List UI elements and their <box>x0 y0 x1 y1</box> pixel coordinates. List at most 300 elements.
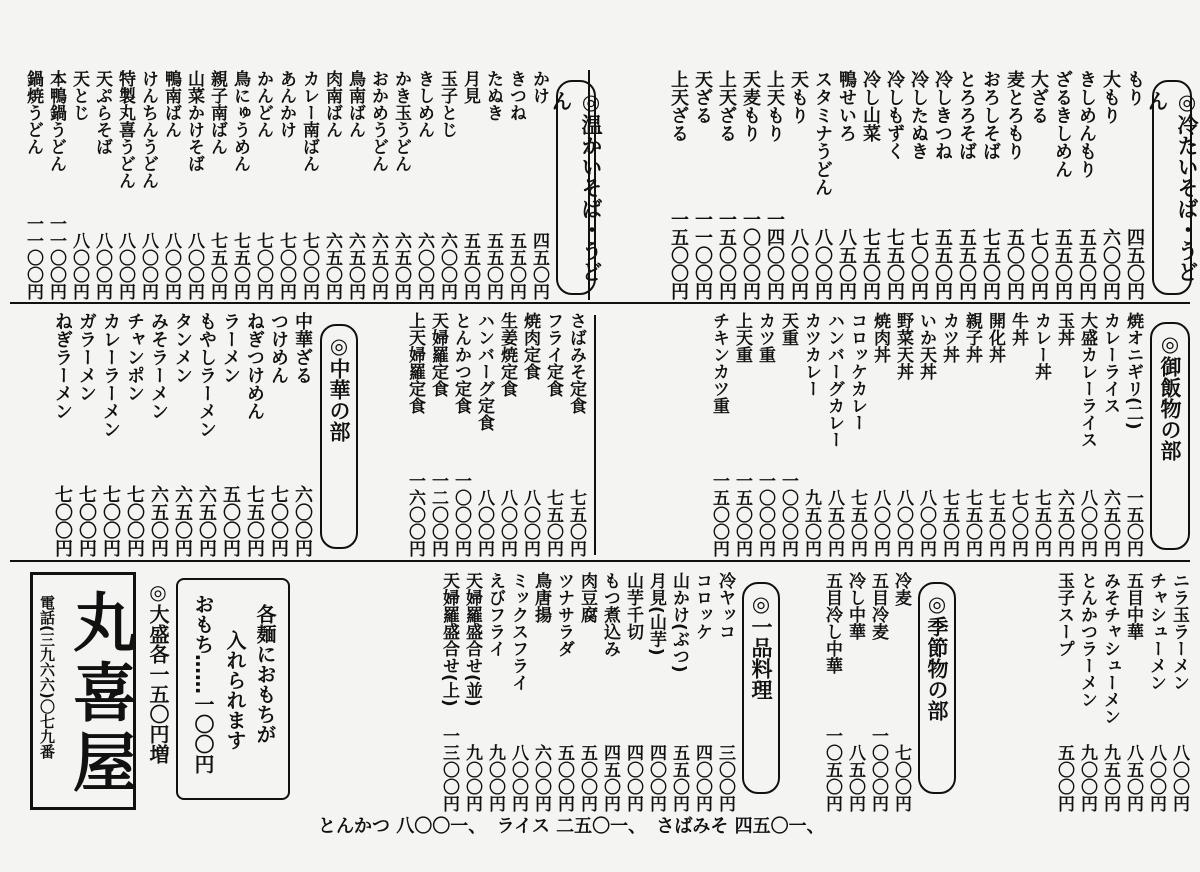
menu-item-name: カレーラーメン <box>100 312 121 438</box>
ippin-header-text: ◎一品料理 <box>749 592 773 700</box>
seasonal-section <box>784 572 956 812</box>
menu-item <box>598 572 621 812</box>
menu-item-price: 七五〇円 <box>543 489 563 557</box>
menu-item <box>251 70 274 300</box>
menu-item-price: 八〇〇円 <box>1146 744 1166 812</box>
menu-item-price: 六五〇円 <box>172 485 193 557</box>
rice-header-text: ◎御飯物の部 <box>1158 332 1182 461</box>
menu-item <box>1167 572 1190 812</box>
menu-item <box>882 70 906 300</box>
menu-item-name: 月見(山芋) <box>646 572 666 656</box>
menu-item-name: 玉子スープ <box>1054 572 1074 657</box>
menu-item-price: 五〇〇円 <box>1054 744 1074 812</box>
menu-item <box>495 312 518 557</box>
menu-item <box>506 572 529 812</box>
menu-item-price: 一五〇〇円 <box>716 210 737 300</box>
menu-item-name: ツナサラダ <box>554 572 574 657</box>
menu-item <box>1002 70 1026 300</box>
menu-item-price: 八〇〇円 <box>497 489 517 557</box>
menu-item-price: 六〇〇円 <box>414 232 434 300</box>
chuka-header <box>320 324 358 549</box>
menu-item-name: 五目冷し中華 <box>822 572 842 674</box>
menu-item-price: 五五〇円 <box>932 228 953 300</box>
menu-item <box>435 70 458 300</box>
menu-item <box>437 572 460 812</box>
menu-item <box>1052 572 1075 812</box>
menu-item <box>621 572 644 812</box>
cold-header <box>1145 80 1199 295</box>
menu-item <box>776 312 799 557</box>
menu-item <box>21 70 44 300</box>
menu-item-price: 六五〇円 <box>1054 489 1074 557</box>
menu-item-price: 六〇〇円 <box>1100 228 1121 300</box>
menu-item-price: 九〇〇円 <box>1077 744 1097 812</box>
menu-item <box>113 70 136 300</box>
menu-item-price: 五五〇円 <box>956 228 977 300</box>
menu-item <box>1074 70 1098 300</box>
menu-item <box>713 572 736 812</box>
menu-item-name: 焼オニギリ(二) <box>1123 312 1143 430</box>
cold-list <box>646 70 1146 300</box>
menu-item-name: タンメン <box>172 312 193 384</box>
menu-item-price: 八〇〇円 <box>1169 744 1189 812</box>
menu-item-price: 七〇〇円 <box>276 232 296 300</box>
menu-item-price: 九〇〇円 <box>485 744 505 812</box>
menu-item <box>937 312 960 557</box>
menu-item-price: 七〇〇円 <box>908 228 929 300</box>
menu-item-price: 九五〇円 <box>801 489 821 557</box>
menu-item-price: 七五〇円 <box>244 485 265 557</box>
menu-item <box>67 70 90 300</box>
menu-item-price: 七五〇円 <box>884 228 905 300</box>
menu-item-name: 冷麦 <box>891 572 911 606</box>
menu-item-price: 四五〇円 <box>1124 228 1145 300</box>
menu-item-price: 四〇〇円 <box>623 744 643 812</box>
menu-item-price: 八〇〇円 <box>788 228 809 300</box>
footer-sabamiso: さばみそ 四五〇一、 <box>656 816 825 837</box>
menu-item <box>954 70 978 300</box>
menu-item-name: カツ重 <box>755 312 775 363</box>
omochi-line1: 各麺におもちが <box>253 604 277 744</box>
menu-item-price: 七〇〇円 <box>124 485 145 557</box>
menu-item-price: 七〇〇円 <box>299 232 319 300</box>
menu-item-price: 八〇〇円 <box>916 489 936 557</box>
menu-item <box>449 312 472 557</box>
menu-item-price: 四〇〇円 <box>692 744 712 812</box>
teishoku-section <box>362 312 587 557</box>
menu-item-price: 一一〇〇円 <box>692 210 713 300</box>
menu-item <box>527 70 550 300</box>
menu-item <box>822 312 845 557</box>
menu-item-name: 冷し中華 <box>845 572 865 640</box>
menu-item <box>389 70 412 300</box>
menu-item <box>858 70 882 300</box>
footer-line <box>318 812 829 838</box>
menu-item-name: 上天重 <box>732 312 752 363</box>
menu-item-price: 七五〇円 <box>566 489 586 557</box>
menu-item-name: 麦とろもり <box>1004 70 1025 160</box>
menu-item <box>518 312 541 557</box>
menu-item-name: みそチャシューメン <box>1100 572 1120 725</box>
chuka2-section <box>960 572 1190 812</box>
menu-item-name: 月見 <box>460 70 480 104</box>
menu-item-name: 天麦もり <box>740 70 761 142</box>
menu-item-name: おかめうどん <box>368 70 388 172</box>
menu-item-name: きしめん <box>414 70 434 138</box>
menu-item <box>460 572 483 812</box>
menu-item-price: 一四〇〇円 <box>764 210 785 300</box>
menu-item-price: 七五〇円 <box>1031 489 1051 557</box>
menu-item <box>228 70 251 300</box>
menu-item <box>1050 70 1074 300</box>
menu-item-name: 特製丸喜うどん <box>115 70 135 189</box>
menu-item <box>1121 572 1144 812</box>
menu-item <box>564 312 587 557</box>
menu-item-price: 一一〇〇円 <box>23 215 43 300</box>
menu-item-name: カレー丼 <box>1031 312 1051 380</box>
menu-item <box>1098 572 1121 812</box>
menu-item <box>98 312 122 557</box>
menu-item <box>644 572 667 812</box>
menu-item <box>983 312 1006 557</box>
menu-item-price: 八〇〇円 <box>508 744 528 812</box>
cold-section <box>642 70 1199 300</box>
menu-item-price: 一〇〇〇円 <box>778 472 798 557</box>
menu-item-price: 八〇〇円 <box>161 232 181 300</box>
menu-item-price: 八〇〇円 <box>870 489 890 557</box>
menu-item <box>343 70 366 300</box>
menu-item-price: 六〇〇円 <box>292 485 313 557</box>
menu-item-name: もつ煮込み <box>600 572 620 657</box>
menu-item <box>730 312 753 557</box>
menu-item-name: とんかつ定食 <box>451 312 471 414</box>
menu-item-price: 七〇〇円 <box>100 485 121 557</box>
footer-rice: ライス 二五〇一、 <box>496 816 647 837</box>
menu-item <box>412 70 435 300</box>
menu-item-price: 八〇〇円 <box>138 232 158 300</box>
teishoku-list <box>362 312 587 557</box>
menu-item-price: 一三〇〇円 <box>439 727 459 812</box>
menu-item-name: 山かけ(ぶつ) <box>669 572 689 673</box>
menu-item-name: けんちんうどん <box>138 70 158 189</box>
menu-item <box>170 312 194 557</box>
menu-item <box>799 312 822 557</box>
menu-item-name: 天重 <box>778 312 798 346</box>
menu-item <box>266 312 290 557</box>
menu-item-name: 天婦羅盛合せ(上) <box>439 572 459 707</box>
menu-item-name: 大ざる <box>1028 70 1049 124</box>
menu-item-name: チャシューメン <box>1146 572 1166 691</box>
menu-item-price: 五五〇円 <box>669 744 689 812</box>
menu-item <box>136 70 159 300</box>
menu-item-price: 七五〇円 <box>980 228 1001 300</box>
menu-item <box>891 312 914 557</box>
menu-item <box>1098 312 1121 557</box>
menu-item-name: かんどん <box>253 70 273 138</box>
menu-item-price: 六五〇円 <box>1100 489 1120 557</box>
menu-item <box>1029 312 1052 557</box>
menu-item-price: 一〇〇〇円 <box>451 472 471 557</box>
menu-item <box>1052 312 1075 557</box>
menu-item-name: つけめん <box>268 312 289 384</box>
menu-item-price: 八五〇円 <box>836 228 857 300</box>
menu-item-name: 鳥唐揚 <box>531 572 551 623</box>
chuka2-list <box>960 572 1190 812</box>
menu-item <box>960 312 983 557</box>
menu-item <box>159 70 182 300</box>
menu-item <box>889 572 912 812</box>
menu-item <box>403 312 426 557</box>
menu-item <box>552 572 575 812</box>
menu-item-name: 鴨せいろ <box>836 70 857 142</box>
menu-item-name: 牛丼 <box>1008 312 1028 346</box>
menu-item-name: 親子南ばん <box>207 70 227 155</box>
menu-item <box>297 70 320 300</box>
menu-item-name: カツ丼 <box>939 312 959 363</box>
menu-item-price: 九〇〇円 <box>462 744 482 812</box>
menu-item-price: 六五〇円 <box>345 232 365 300</box>
menu-item-price: 五五〇円 <box>506 232 526 300</box>
seasonal-list <box>784 572 912 812</box>
menu-item-name: 山菜かけそば <box>184 70 204 172</box>
menu-item-name: ハンバーグカレー <box>824 312 844 448</box>
menu-item-name: 開化丼 <box>985 312 1005 363</box>
menu-item <box>707 312 730 557</box>
menu-item <box>504 70 527 300</box>
menu-item-name: ねぎラーメン <box>52 312 73 420</box>
menu-item-price: 一二〇〇円 <box>428 472 448 557</box>
menu-item <box>146 312 170 557</box>
menu-item-price: 八〇〇円 <box>474 489 494 557</box>
hot-section <box>10 70 603 300</box>
omochi-note <box>176 578 290 800</box>
menu-item-price: 一〇五〇円 <box>822 727 842 812</box>
menu-item-name: 五目冷麦 <box>868 572 888 640</box>
menu-item-price: 七〇〇円 <box>268 485 289 557</box>
menu-item <box>714 70 738 300</box>
rice-header <box>1150 322 1190 550</box>
menu-item-price: 八〇〇円 <box>812 228 833 300</box>
menu-item-price: 六五〇円 <box>196 485 217 557</box>
menu-item-price: 五五〇円 <box>1052 228 1073 300</box>
menu-item-name: 肉豆腐 <box>577 572 597 623</box>
menu-item-name: 生姜焼定食 <box>497 312 517 397</box>
menu-item-name: 鴨南ばん <box>161 70 181 138</box>
menu-item-name: 野菜天丼 <box>893 312 913 380</box>
menu-item-name: 焼肉丼 <box>870 312 890 363</box>
menu-item-name: 親子丼 <box>962 312 982 363</box>
menu-item-name: コロッケ <box>692 572 712 640</box>
menu-item-name: ニラ玉ラーメン <box>1169 572 1189 691</box>
menu-item <box>458 70 481 300</box>
menu-item <box>690 70 714 300</box>
seasonal-header-text: ◎季節物の部 <box>925 592 949 721</box>
hot-list <box>10 70 550 300</box>
menu-item <box>182 70 205 300</box>
ippin-section <box>300 572 780 812</box>
seasonal-header <box>918 582 956 794</box>
menu-item-price: 八〇〇円 <box>1077 489 1097 557</box>
chuka-header-text: ◎中華の部 <box>327 334 351 442</box>
menu-item-price: 五五〇円 <box>483 232 503 300</box>
menu-item-price: 四五〇円 <box>600 744 620 812</box>
menu-item <box>810 70 834 300</box>
menu-item-price: 一〇〇〇円 <box>868 727 888 812</box>
menu-item <box>426 312 449 557</box>
menu-item <box>845 312 868 557</box>
menu-item-name: コロッケカレー <box>847 312 867 431</box>
menu-item-name: カレーライス <box>1100 312 1120 414</box>
menu-item-price: 七〇〇円 <box>1008 489 1028 557</box>
chuka-list <box>10 312 314 557</box>
menu-item-price: 七〇〇円 <box>76 485 97 557</box>
menu-item-name: 冷したぬき <box>908 70 929 160</box>
menu-item-price: 七〇〇円 <box>253 232 273 300</box>
menu-item <box>753 312 776 557</box>
menu-item <box>786 70 810 300</box>
menu-item-price: 六五〇円 <box>322 232 342 300</box>
menu-item-price: 七五〇円 <box>985 489 1005 557</box>
menu-item-price: 四〇〇円 <box>646 744 666 812</box>
menu-item <box>1026 70 1050 300</box>
menu-item <box>90 70 113 300</box>
menu-item-name: 上天婦羅定食 <box>405 312 425 414</box>
menu-item-name: スタミナうどん <box>812 70 833 196</box>
menu-item-price: 七〇〇円 <box>52 485 73 557</box>
menu-item-price: 六五〇円 <box>148 485 169 557</box>
menu-item <box>274 70 297 300</box>
menu-item-name: かき玉うどん <box>391 70 411 172</box>
menu-item-price: 一〇〇〇円 <box>740 210 761 300</box>
menu-item-name: 天もり <box>788 70 809 124</box>
oomori-note: ◎大盛各一五〇円増 <box>146 580 170 764</box>
menu-item-price: 一五〇〇円 <box>732 472 752 557</box>
menu-item-name: 焼肉定食 <box>520 312 540 380</box>
menu-item <box>868 312 891 557</box>
menu-item-name: かけ <box>529 70 549 104</box>
menu-item <box>218 312 242 557</box>
menu-item-price: 七五〇円 <box>207 232 227 300</box>
menu-item-name: ガラーメン <box>76 312 97 402</box>
menu-item <box>74 312 98 557</box>
menu-item-price: 七五〇円 <box>962 489 982 557</box>
menu-item-name: きしめんもり <box>1076 70 1097 178</box>
menu-item-price: 八〇〇円 <box>893 489 913 557</box>
menu-item <box>667 572 690 812</box>
menu-item-price: 八〇〇円 <box>92 232 112 300</box>
menu-item-price: 七〇〇円 <box>891 744 911 812</box>
shop-tel: 電話(三九六六)〇七九番 <box>38 595 56 759</box>
menu-item <box>366 70 389 300</box>
menu-item-price: 五〇〇円 <box>1004 228 1025 300</box>
chuka-section <box>10 312 358 557</box>
menu-item-price: 八五〇円 <box>824 489 844 557</box>
menu-item-name: 大盛カレーライス <box>1077 312 1097 448</box>
menu-item-price: 八五〇円 <box>845 744 865 812</box>
menu-item <box>666 70 690 300</box>
menu-item-price: 三〇〇円 <box>715 744 735 812</box>
menu-item <box>205 70 228 300</box>
menu-item-name: 上天ざる <box>668 70 689 142</box>
menu-item-price: 七五〇円 <box>860 228 881 300</box>
menu-item-name: おろしそば <box>980 70 1001 160</box>
menu-item-name: 本鴨鍋うどん <box>46 70 66 172</box>
menu-item-name: もり <box>1124 70 1145 106</box>
menu-item-name: もやしラーメン <box>196 312 217 438</box>
hot-header-text: ◎温かいそば・うどん <box>549 90 603 282</box>
menu-item <box>978 70 1002 300</box>
menu-item <box>122 312 146 557</box>
menu-item <box>1144 572 1167 812</box>
menu-item <box>866 572 889 812</box>
menu-item <box>575 572 598 812</box>
menu-item-price: 一一〇〇円 <box>46 215 66 300</box>
menu-item <box>914 312 937 557</box>
menu-item <box>483 572 506 812</box>
rice-section <box>598 312 1190 557</box>
menu-item-price: 五〇〇円 <box>554 744 574 812</box>
ippin-list <box>300 572 736 812</box>
menu-item-name: 五目中華 <box>1123 572 1143 640</box>
menu-item <box>50 312 74 557</box>
menu-item <box>843 572 866 812</box>
menu-item-name: さばみそ定食 <box>566 312 586 414</box>
menu-item-price: 九五〇円 <box>1100 744 1120 812</box>
menu-item-price: 六五〇円 <box>391 232 411 300</box>
menu-item-price: 一五〇円 <box>1123 489 1143 557</box>
menu-item-name: ハンバーグ定食 <box>474 312 494 431</box>
menu-item-name: フライ定食 <box>543 312 563 397</box>
menu-item <box>1075 312 1098 557</box>
menu-item-name: えびフライ <box>485 572 505 657</box>
menu-item-price: 六〇〇円 <box>531 744 551 812</box>
menu-item-name: カレー南ばん <box>299 70 319 172</box>
menu-item-price: 一五〇〇円 <box>668 210 689 300</box>
menu-item-name: あんかけ <box>276 70 296 138</box>
menu-item-price: 一〇〇〇円 <box>755 472 775 557</box>
menu-item-name: 大もり <box>1100 70 1121 124</box>
menu-item-price: 六〇〇円 <box>437 232 457 300</box>
menu-item <box>472 312 495 557</box>
menu-item <box>1122 70 1146 300</box>
menu-item-name: 鳥にゅうめん <box>230 70 250 172</box>
menu-item-name: カツカレー <box>801 312 821 397</box>
menu-item <box>541 312 564 557</box>
menu-item-name: とろろそば <box>956 70 977 160</box>
hot-header <box>549 80 603 295</box>
menu-item-name: ミックスフライ <box>508 572 528 691</box>
menu-item-name: ねぎつけめん <box>244 312 265 420</box>
menu-item <box>690 572 713 812</box>
omochi-line3: おもち……一〇〇円 <box>191 594 215 774</box>
menu-item-name: 上天もり <box>764 70 785 142</box>
menu-item-name: 玉丼 <box>1054 312 1074 346</box>
menu-item <box>44 70 67 300</box>
menu-item-name: 山芋千切 <box>623 572 643 640</box>
menu-item-name: 天ぷらそば <box>92 70 112 155</box>
menu-item-name: ラーメン <box>220 312 241 384</box>
menu-item-name: みそラーメン <box>148 312 169 420</box>
menu-item <box>320 70 343 300</box>
menu-item-name: 肉南ばん <box>322 70 342 138</box>
menu-item <box>1075 572 1098 812</box>
menu-item-name: 冷し山菜 <box>860 70 881 142</box>
cold-header-text: ◎冷たいそば・うどん <box>1145 90 1199 282</box>
menu-item <box>1006 312 1029 557</box>
divider-top <box>10 302 1190 304</box>
menu-item <box>1121 312 1144 557</box>
menu-item <box>529 572 552 812</box>
